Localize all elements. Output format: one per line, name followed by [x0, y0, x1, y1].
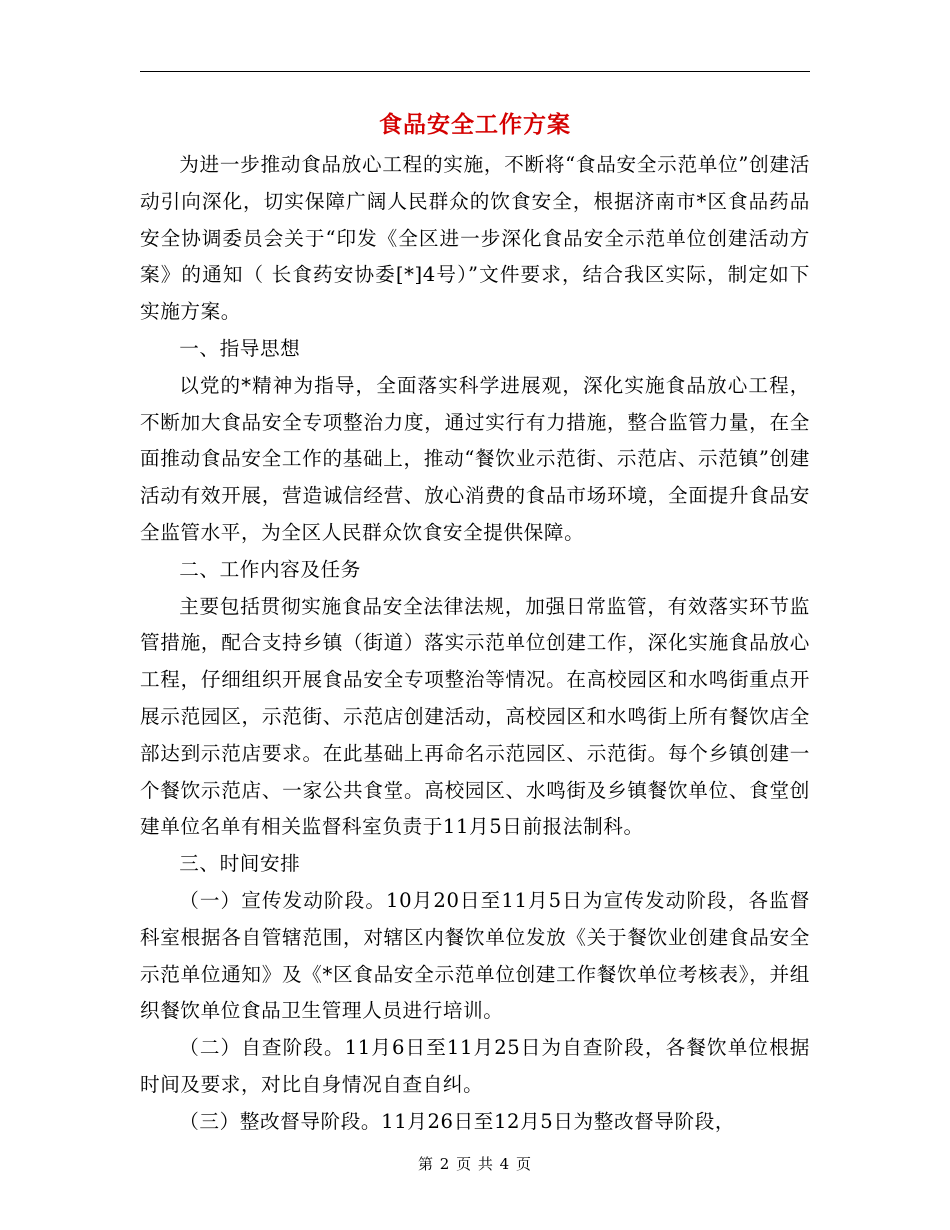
section-heading-guiding-ideology: 一、指导思想	[179, 336, 301, 360]
work-content-paragraph: 主要包括贯彻实施食品安全法律法规，加强日常监管，有效落实环节监管措施，配合支持乡镇（街道）落实示范单位创建工作，深化实施食品放心工程，仔细组织开展食品安全专项整治等情况。在高校园区和水鸣街重点开展示范园区，示范街、示范店创建活动，高校园区和水鸣街上所有餐饮店全部达到示范店要求。在此基础上再命名示范园区、示范街。每个乡镇创建一个餐饮示范店、一家公共食堂。高校园区、水鸣街及乡镇餐饮单位、食堂创建单位名单有相关监督科室负责于11月5日前报法制科。	[140, 594, 810, 839]
section-heading-work-content: 二、工作内容及任务	[179, 557, 361, 581]
document-title: 食品安全工作方案	[379, 111, 571, 138]
page-number: 第 2 页 共 4 页	[418, 1155, 532, 1173]
intro-paragraph: 为进一步推动食品放心工程的实施，不断将“食品安全示范单位”创建活动引向深化，切实保障广阔人民群众的饮食安全，根据济南市*区食品药品安全协调委员会关于“印发《全区进一步深化食品安全示范单位创建活动方案》的通知（ 长食药安协委[*]4号）”文件要求，结合我区实际，制定如下实施方案。	[140, 153, 810, 324]
schedule-stage-3-paragraph: （三）整改督导阶段。11月26日至12月5日为整改督导阶段，	[179, 1109, 736, 1133]
schedule-stage-1-paragraph: （一）宣传发动阶段。10月20日至11月5日为宣传发动阶段，各监督科室根据各自管辖范围，对辖区内餐饮单位发放《关于餐饮业创建食品安全示范单位通知》及《*区食品安全示范单位创建工作餐饮单位考核表》，并组织餐饮单位食品卫生管理人员进行培训。	[140, 888, 810, 1023]
header-rule	[140, 71, 810, 72]
schedule-stage-2-paragraph: （二）自查阶段。11月6日至11月25日为自查阶段，各餐饮单位根据时间及要求，对比自身情况自查自纠。	[140, 1036, 810, 1096]
section-heading-schedule: 三、时间安排	[179, 852, 301, 876]
document-body	[140, 147, 810, 1141]
guiding-ideology-paragraph: 以党的*精神为指导，全面落实科学进展观，深化实施食品放心工程，不断加大食品安全专项整治力度，通过实行有力措施，整合监管力量，在全面推动食品安全工作的基础上，推动“餐饮业示范街、示范店、示范镇”创建活动有效开展，营造诚信经营、放心消费的食品市场环境，全面提升食品安全监管水平，为全区人民群众饮食安全提供保障。	[140, 373, 810, 544]
